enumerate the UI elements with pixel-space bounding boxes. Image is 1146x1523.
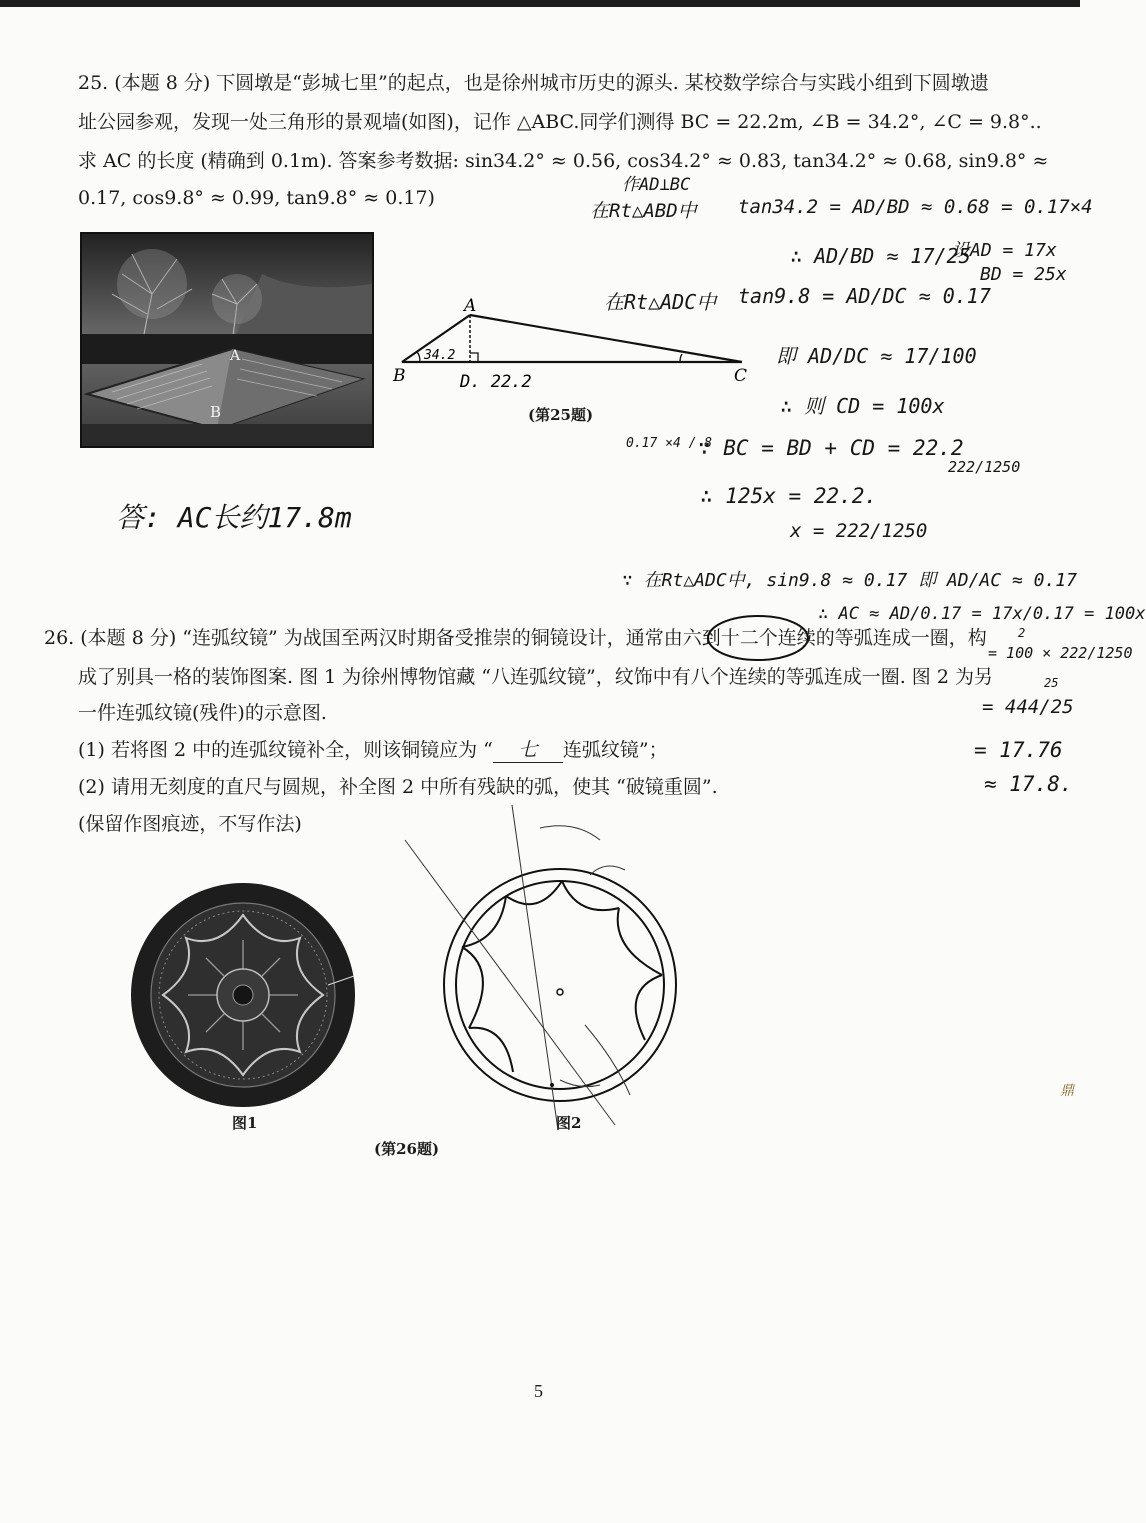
vertex-c-label: C [734,366,748,386]
q26-line-3: 一件连弧纹镜(残件)的示意图. [78,702,327,724]
q26-caption: (第26题) [374,1140,440,1158]
hw-w8: tan9.8 = AD/DC ≈ 0.17 [738,284,991,308]
hw-answer: 答: AC长约17.8m [116,501,352,534]
hw-w5: 设AD = 17x [952,240,1057,261]
q25-line-1: 25. (本题 8 分) 下圆墩是“彭城七里”的起点，也是徐州城市历史的源头. 某校数学综合与实践小组到下圆墩遗 [78,72,989,94]
handwritten-circle-mark [704,612,812,664]
q26-line-4-prefix: (1) 若将图 2 中的连弧纹镜补全，则该铜镜应为 “ [78,739,493,761]
hw-w7: 在Rt△ADC中 [604,290,717,314]
q26-answer-blank[interactable]: 七 [493,738,563,763]
hw-w23: 25 [1044,676,1059,690]
hw-w6: BD = 25x [980,264,1067,285]
angle-b-mark: 34.2 [424,348,456,363]
vertex-b-label: B [393,366,406,386]
q25-line-3: 求 AC 的长度 (精确到 0.1m). 答案参考数据: sin34.2° ≈ 0.56, cos34.2° ≈ 0.83, tan34.2° ≈ 0.68, sin9.8° ≈ [78,150,1049,172]
photo-label-a: A [230,348,241,364]
hw-w4: ∴ AD/BD ≈ 17/25 [790,244,971,268]
hw-w22: 2 [1018,626,1026,640]
q26-line-6: (保留作图痕迹，不写作法) [78,813,302,835]
hw-w11: ∵ BC = BD + CD = 22.2 [698,436,964,460]
hw-w10: ∴ 则 CD = 100x [780,394,945,418]
hw-w18: = 100 × 222/1250 [988,644,1133,662]
hw-w9: 即 AD/DC ≈ 17/100 [776,344,977,368]
hw-w15: 0.17 ×4 / 8 [626,436,713,451]
q25-line-2: 址公园参观，发现一处三角形的景观墙(如图)，记作 △ABC.同学们测得 BC = 22.2m, ∠B = 34.2°, ∠C = 9.8°.. [78,111,1042,133]
hw-w12: ∴ 125x = 22.2. [700,484,878,508]
q26-line-1: 26. (本题 8 分) “连弧纹镜” 为战国至两汉时期备受推崇的铜镜设计，通常由六到十二个连续的等弧连成一圈，构 [44,627,987,649]
hw-w2: 在Rt△ABD中 [590,200,697,222]
hw-w21: ≈ 17.8. [984,772,1073,796]
hw-w17: ∴ AC ≈ AD/0.17 = 17x/0.17 = 100x [818,604,1146,624]
q26-line-2: 成了别具一格的装饰图案. 图 1 为徐州博物馆藏 “八连弧纹镜”，纹饰中有八个连续的等弧连成一圈. 图 2 为另 [78,666,993,688]
fig2-caption: 图2 [556,1114,582,1132]
q25-line-4: 0.17, cos9.8° ≈ 0.99, tan9.8° ≈ 0.17) [78,187,435,209]
q26-line-4-suffix: 连弧纹镜”； [562,739,668,761]
fig1-caption: 图1 [232,1114,258,1132]
page-number: 5 [534,1381,543,1401]
photo-label-b: B [210,403,222,421]
q26-line-5: (2) 请用无刻度的直尺与圆规，补全图 2 中所有残缺的弧，使其 “破镜重圆”. [78,776,718,798]
hw-w13: x = 222/1250 [790,520,928,542]
hw-w14: 222/1250 [948,458,1021,476]
q25-caption: (第25题) [528,406,594,424]
top-edge-bar [0,0,1080,7]
broken-mirror-figure [400,800,700,1130]
hw-w3: tan34.2 = AD/BD ≈ 0.68 = 0.17×4 [738,196,1093,218]
vertex-a-label: A [464,296,477,316]
hw-w20: = 17.76 [974,738,1063,762]
hw-w16: ∵ 在Rt△ADC中, sin9.8 ≈ 0.17 即 AD/AC ≈ 0.17 [622,570,1077,591]
eight-arc-mirror-figure [128,880,358,1110]
landscape-wall-photo [80,232,374,448]
point-d-label: D. 22.2 [460,372,532,392]
hw-w1: 作AD⊥BC [622,175,691,195]
q26-line-4 [78,738,668,763]
hw-w19: = 444/25 [982,696,1074,718]
photo-drawing [82,234,372,446]
side-edge-mark: 鼎 [1060,1083,1074,1099]
